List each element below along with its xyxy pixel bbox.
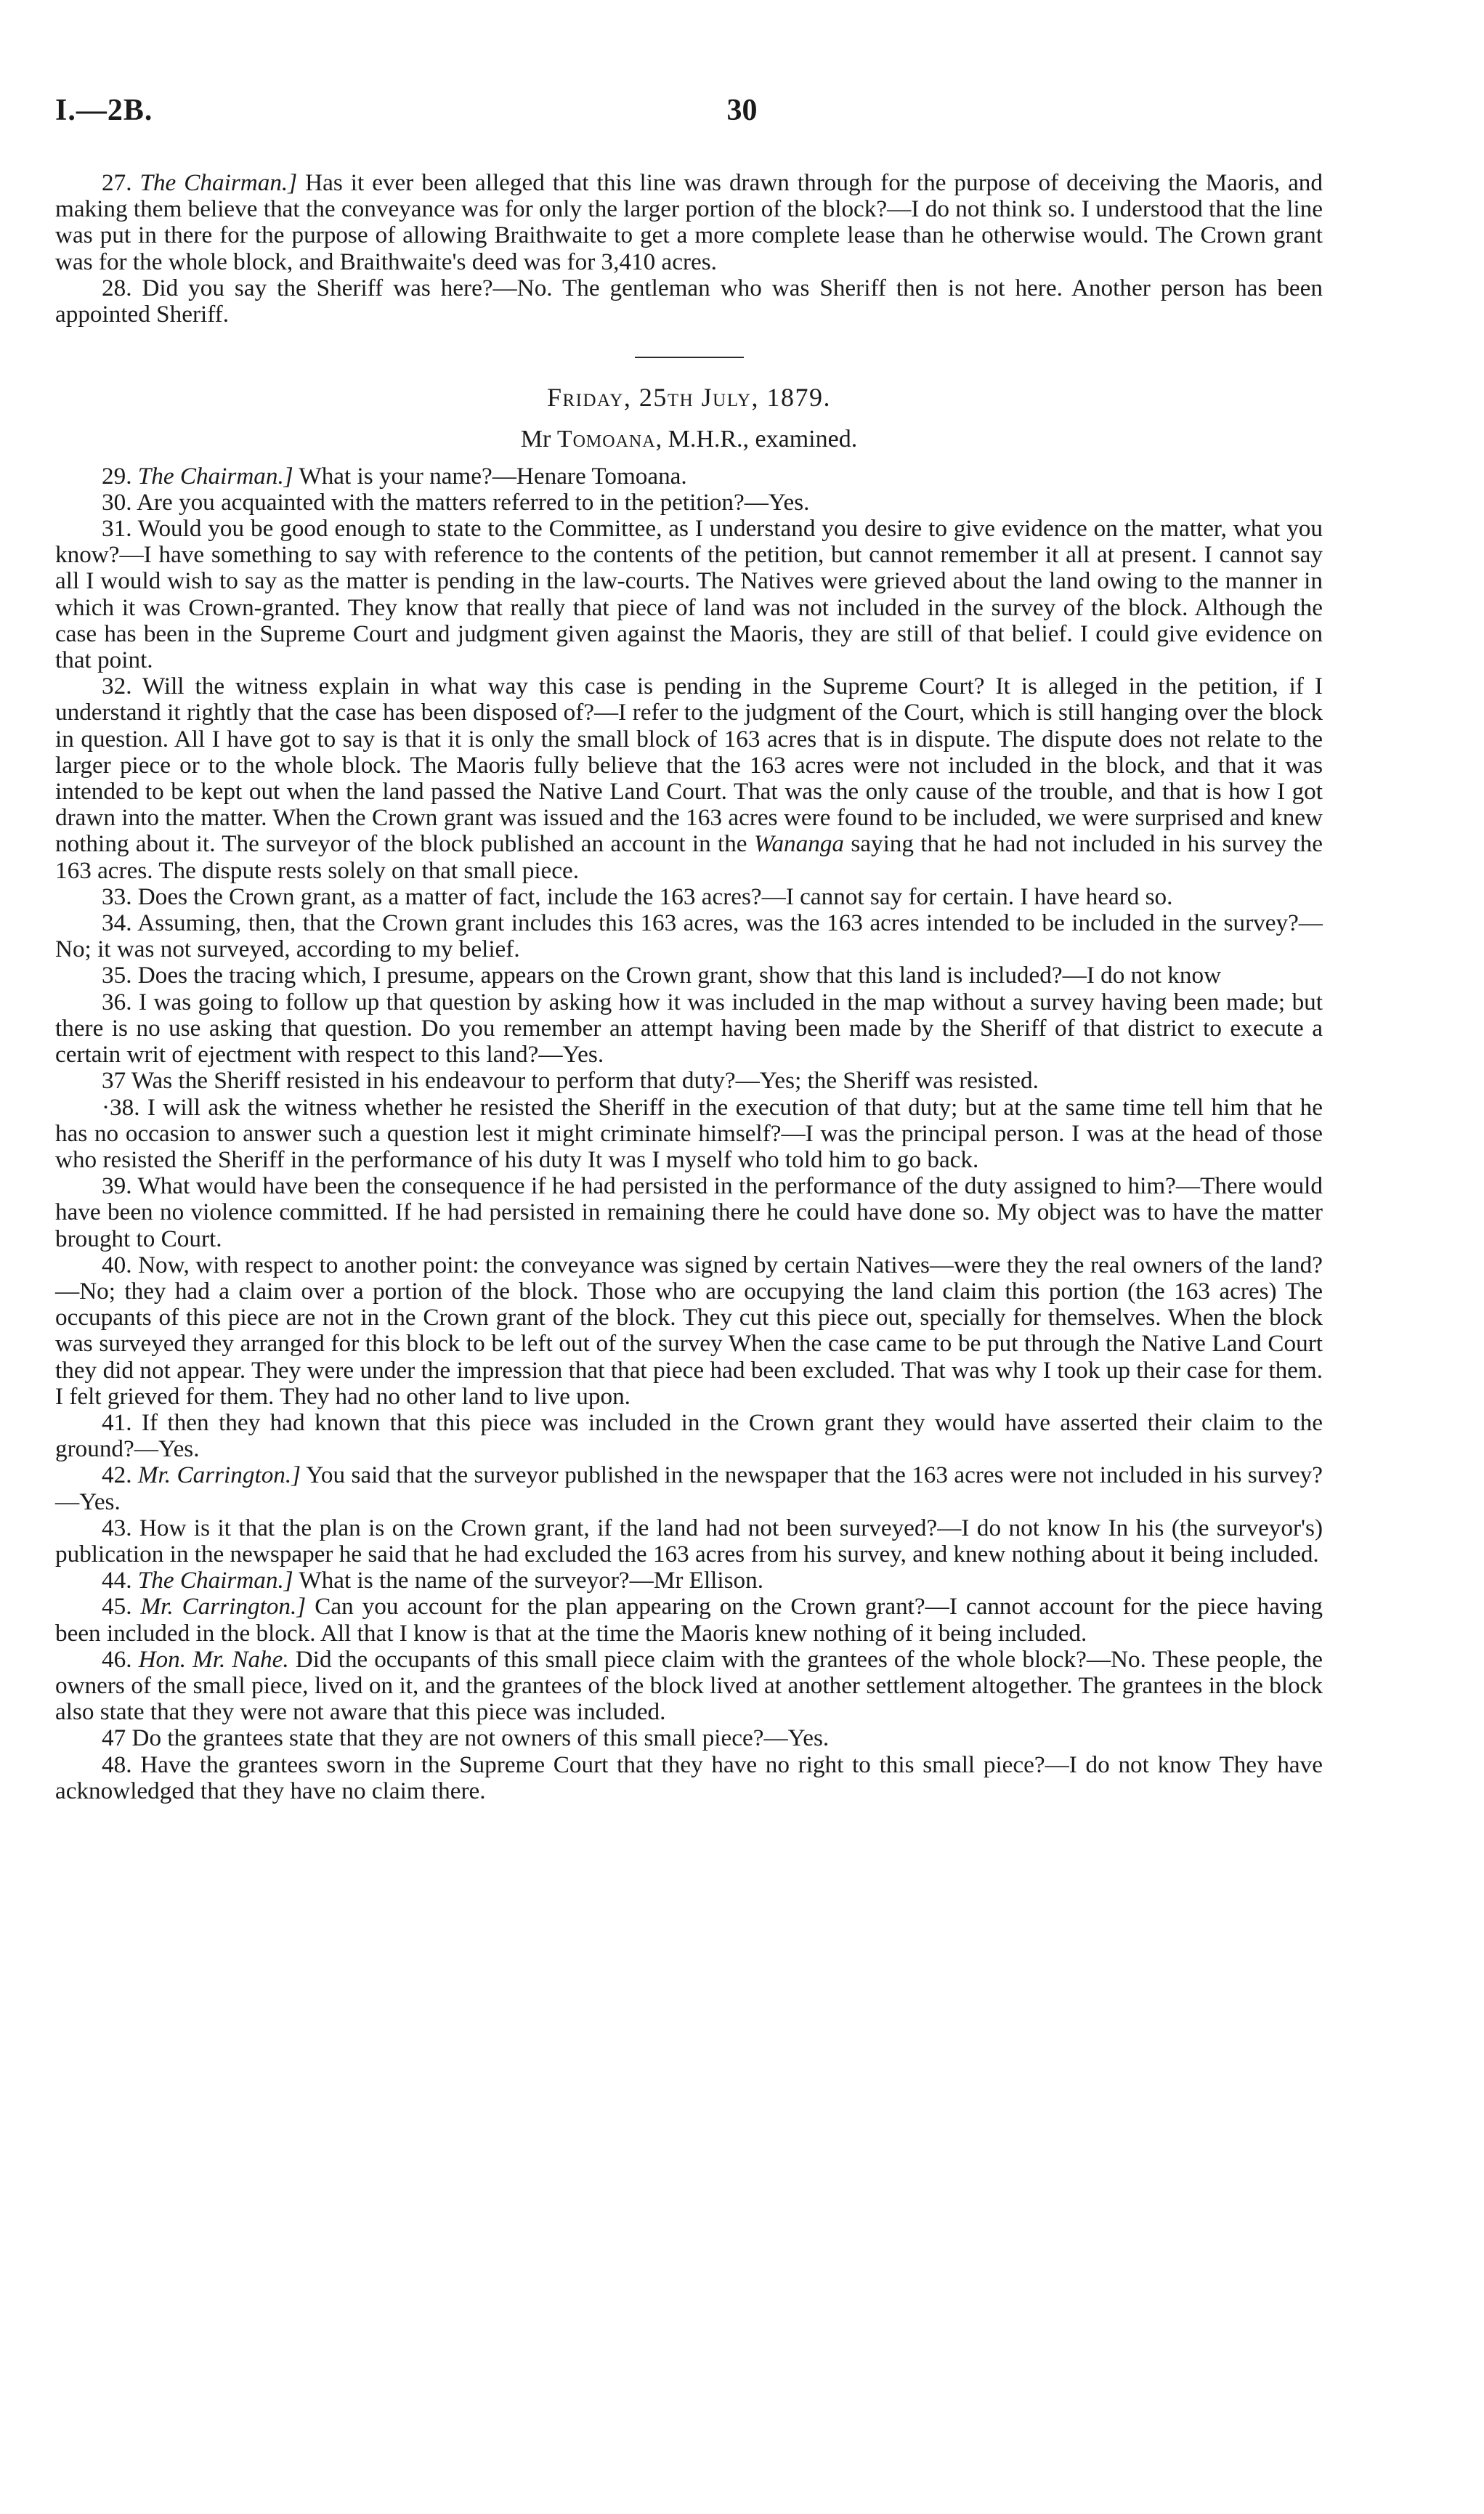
question-41 — [55, 1410, 1323, 1462]
question-answer-text: You said that the surveyor published in the newspaper that the 163 acres were not included in his survey?—Yes. — [55, 1461, 1323, 1515]
newspaper-title: Wananga — [753, 830, 845, 858]
question-number: 36. — [102, 988, 132, 1015]
speaker-attribution: Hon. Mr. Nahe. — [138, 1645, 289, 1673]
speaker-attribution: The Chairman.] — [137, 462, 293, 490]
question-answer-text: Did you say the Sheriff was here?—No. The gentleman who was Sheriff then is not here. Another person has been appointed Sheriff. — [55, 274, 1323, 328]
question-35 — [55, 962, 1323, 989]
speaker-attribution: The Chairman.] — [137, 1567, 293, 1594]
question-answer-text: Does the tracing which, I presume, appears on the Crown grant, show that this land is included?—I do not know — [131, 962, 1222, 989]
question-number: 48. — [102, 1751, 132, 1778]
question-34 — [55, 910, 1323, 962]
question-number: 30. — [102, 488, 132, 516]
question-answer-text: How is it that the plan is on the Crown grant, if the land had not been surveyed?—I do not know In his (the surveyor's) publication in the newspaper he said that he had excluded the 163 acres from his survey, and knew nothing about it being included. — [55, 1514, 1323, 1568]
page-number: 30 — [726, 94, 758, 127]
question-answer-text: Assuming, then, that the Crown grant includes this 163 acres, was the 163 acres intended to be included in the survey?—No; it was not surveyed, according to my belief. — [55, 909, 1323, 963]
question-number: ·38. — [102, 1093, 140, 1121]
question-36 — [55, 989, 1323, 1069]
speaker-attribution: The Chairman.] — [139, 169, 298, 196]
section-divider — [635, 357, 744, 358]
question-number: 45. — [102, 1593, 132, 1621]
question-answer-text: Have the grantees sworn in the Supreme Court that they have no right to this small piece?—I do not know They have acknowledged that they have no claim there. — [55, 1751, 1323, 1804]
question-number: 42. — [102, 1461, 132, 1489]
question-number: 43. — [102, 1514, 132, 1541]
witness-prefix: Mr — [520, 426, 557, 453]
question-answer-text: If then they had known that this piece was included in the Crown grant they would have asserted their claim to the ground?—Yes. — [55, 1408, 1323, 1463]
question-answer-text: Would you be good enough to state to the Committee, as I understand you desire to give evidence on the matter, what you know?—I have something to say with reference to the contents of the petition, but cannot remember it all at present. I cannot say all I would wish to say as the matter is pending in the law-courts. The Natives were grieved about the land owing to the manner in which it was Crown-granted. They know that really that piece of land was not included in the survey of the block. Although the case has been in the Supreme Court and judgment given against the Maoris, they are still of that belief. I could give evidence on that point. — [55, 515, 1323, 674]
question-40 — [55, 1252, 1323, 1410]
question-45 — [55, 1594, 1323, 1646]
question-46 — [55, 1647, 1323, 1726]
question-answer-text: Are you acquainted with the matters referred to in the petition?—Yes. — [131, 488, 810, 516]
sitting-date: Friday, 25th July, 1879. — [546, 383, 832, 413]
question-44 — [55, 1568, 1323, 1594]
question-number: 39. — [102, 1172, 132, 1200]
document-body — [55, 170, 1323, 1804]
question-30 — [55, 490, 1323, 516]
question-answer-text: I was going to follow up that question by asking how it was included in the map without a survey having been made; but there is no use asking that question. Do you remember an attempt having been made by the Sheriff of that district to execute a certain writ of ejectment with respect to this land?—Yes. — [55, 988, 1323, 1069]
question-answer-text: Will the witness explain in what way this case is pending in the Supreme Court? It is alleged in the petition, if I understand it rightly that the case has been disposed of?—I refer to the judgment of the Court, which is still hanging over the block in question. All I have got to say is that it is only the small block of 163 acres that is in dispute. The dispute does not relate to the larger piece or to the whole block. The Maoris fully believe that the 163 acres were not included in the block, and that it was intended to be kept out when the land passed the Native Land Court. That was the only cause of the trouble, and that is how I got drawn into the matter. When the Crown grant was issued and the 163 acres were found to be included, we were surprised and knew nothing about it. The surveyor of the block published an account in the — [55, 673, 1323, 858]
question-answer-text: Can you account for the plan appearing on the Crown grant?—I cannot account for the piece having been included in the block. All that I know is that at the time the Maoris knew nothing of it being included. — [55, 1593, 1323, 1647]
question-number: 46. — [102, 1645, 132, 1673]
question-answer-text: What is your name?—Henare Tomoana. — [293, 462, 687, 490]
question-27 — [55, 170, 1323, 275]
question-39 — [55, 1173, 1323, 1252]
speaker-attribution: Mr. Carrington.] — [140, 1593, 307, 1621]
question-42 — [55, 1462, 1323, 1515]
question-32 — [55, 673, 1323, 884]
question-31 — [55, 516, 1323, 673]
running-header — [55, 93, 1429, 137]
question-answer-text: Was the Sheriff resisted in his endeavour to perform that duty?—Yes; the Sheriff was resisted. — [126, 1067, 1039, 1095]
question-answer-text: What is the name of the surveyor?—Mr Ellison. — [293, 1567, 764, 1594]
question-38 — [55, 1095, 1323, 1174]
witness-name: Tomoana — [556, 426, 656, 453]
question-48 — [55, 1752, 1323, 1804]
question-number: 47 — [102, 1724, 126, 1752]
speaker-attribution: Mr. Carrington.] — [137, 1461, 301, 1489]
question-answer-text: What would have been the consequence if he had persisted in the performance of the duty assigned to him?—There would have been no violence committed. If he had persisted in remaining there he could have done so. My object was to have the matter brought to Court. — [55, 1172, 1323, 1252]
question-answer-text: Does the Crown grant, as a matter of fact, include the 163 acres?—I cannot say for certain. I have heard so. — [131, 883, 1173, 910]
question-number: 41. — [102, 1408, 132, 1436]
question-number: 33. — [102, 883, 132, 910]
question-number: 35. — [102, 962, 132, 989]
question-number: 32. — [102, 673, 132, 700]
question-number: 27. — [102, 169, 132, 196]
document-reference: I.—2B. — [55, 94, 153, 127]
question-number: 44. — [102, 1567, 132, 1594]
question-answer-text: Has it ever been alleged that this line was drawn through for the purpose of deceiving the Maoris, and making them believe that the conveyance was for only the larger portion of the block?—I do not think so. I understood that the line was put in there for the purpose of allowing Braithwaite to get a more complete lease than he otherwise would. The Crown grant was for the whole block, and Braithwaite's deed was for 3,410 acres. — [55, 169, 1323, 275]
question-number: 40. — [102, 1251, 132, 1278]
question-47 — [55, 1725, 1323, 1751]
question-number: 37 — [102, 1067, 126, 1095]
witness-heading — [55, 426, 1323, 453]
question-answer-text: Do the grantees state that they are not owners of this small piece?—Yes. — [126, 1724, 830, 1752]
question-number: 28. — [102, 274, 132, 301]
question-answer-text: Now, with respect to another point: the conveyance was signed by certain Natives—were they the real owners of the land?—No; they had a claim over a portion of the block. Those who are occupying the land claim this portion (the 163 acres) The occupants of this piece are not in the Crown grant of the block. They cut this piece out, specially for themselves. When the block was surveyed they arranged for this block to be left out of the survey When the case came to be put through the Native Land Court they did not appear. They were under the impression that that piece had been excluded. That was why I took up their case for them. I felt grieved for them. They had no other land to live upon. — [55, 1251, 1323, 1410]
question-answer-text: I will ask the witness whether he resisted the Sheriff in the execution of that duty; but at the same time tell him that he has no occasion to answer such a question lest it might criminate himself?—I was the principal person. I was at the head of those who resisted the Sheriff in the performance of his duty It was I myself who told him to go back. — [55, 1093, 1323, 1173]
question-29 — [55, 463, 1323, 490]
question-37 — [55, 1068, 1323, 1094]
question-43 — [55, 1515, 1323, 1568]
question-number: 34. — [102, 909, 132, 937]
witness-suffix: , M.H.R., examined. — [655, 426, 858, 453]
question-28 — [55, 275, 1323, 328]
question-number: 31. — [102, 515, 132, 543]
question-answer-text: Did the occupants of this small piece claim with the grantees of the whole block?—No. These people, the owners of the small piece, lived on it, and the grantees of the block lived at another settlement altogether. The grantees in the block also state that they were not aware that this piece was included. — [55, 1645, 1323, 1726]
question-number: 29. — [102, 462, 132, 490]
question-answer-text-tail: saying that he had not included in his survey the 163 acres. The dispute rests solely on that small piece. — [55, 830, 1323, 884]
question-33 — [55, 884, 1323, 910]
